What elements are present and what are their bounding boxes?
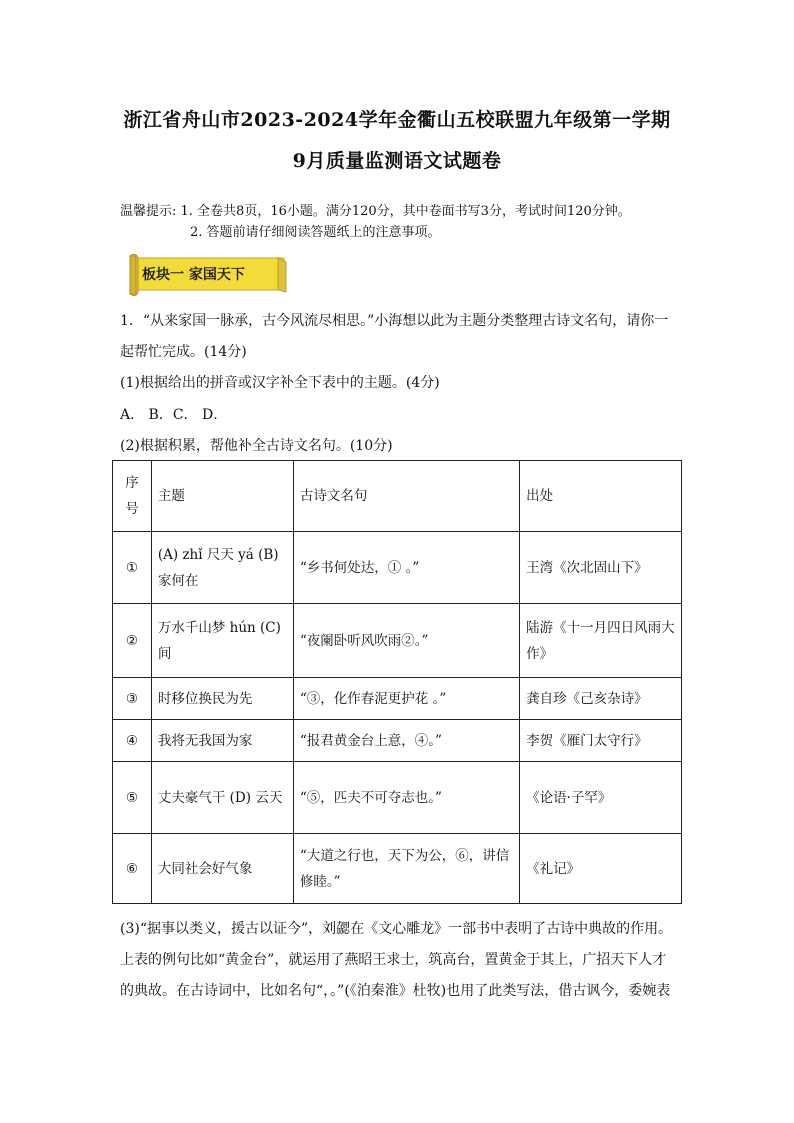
row-no: ④ xyxy=(113,720,152,762)
question1-part2: (2)根据积累，帮他补全古诗文名句。(10分) xyxy=(120,438,393,454)
section-label: 板块一 家国天下 xyxy=(142,267,245,283)
tip-line1: 温馨提示: 1. 全卷共8页，16小题。满分120分，其中卷面书写3分，考试时间120分钟。 xyxy=(120,204,631,219)
row-source: 王湾《次北固山下》 xyxy=(520,532,682,604)
row-no: ⑤ xyxy=(113,762,152,834)
header-poem: 古诗文名句 xyxy=(293,461,519,532)
row-source: 《礼记》 xyxy=(520,834,682,904)
row-theme: 大同社会好气象 xyxy=(151,834,293,904)
table-header-row xyxy=(113,461,682,532)
row-source: 李贺《雁门太守行》 xyxy=(520,720,682,762)
header-theme: 主题 xyxy=(151,461,293,532)
question1-part3: (3)“据事以类义，援古以证今”，刘勰在《文心雕龙》一部书中表明了古诗中典故的作用。上表的例句比如“黄金台”，就运用了燕昭王求士，筑高台，置黄金于其上，广招天下人才的典故。在古诗词中，比如名句“，。”(《泊秦淮》杜牧)也用了此类写法，借古讽今，委婉表 xyxy=(120,921,673,999)
table-row xyxy=(113,604,682,678)
table-row xyxy=(113,720,682,762)
row-no: ① xyxy=(113,532,152,604)
row-source: 龚自珍《己亥杂诗》 xyxy=(520,678,682,720)
row-poem: “③，化作春泥更护花 。” xyxy=(293,678,519,720)
table-row xyxy=(113,762,682,834)
row-theme: 我将无我国为家 xyxy=(151,720,293,762)
poem-table xyxy=(112,460,682,904)
row-poem: “⑤，匹夫不可夺志也。” xyxy=(293,762,519,834)
table-row xyxy=(113,532,682,604)
row-theme: 万水千山梦 hún (C) 间 xyxy=(151,604,293,678)
table-row xyxy=(113,834,682,904)
row-source: 《论语·子罕》 xyxy=(520,762,682,834)
table-row xyxy=(113,678,682,720)
row-source: 陆游《十一月四日风雨大作》 xyxy=(520,604,682,678)
row-theme: 时移位换民为先 xyxy=(151,678,293,720)
tip-line2: 2. 答题前请仔细阅读答题纸上的注意事项。 xyxy=(190,225,441,240)
row-poem: “报君黄金台上意，④。” xyxy=(293,720,519,762)
section-banner xyxy=(128,252,288,298)
row-poem: “大道之行也，天下为公，⑥，讲信修睦。” xyxy=(293,834,519,904)
exam-title-line2: 9月质量监测语文试题卷 xyxy=(292,150,502,172)
row-no: ② xyxy=(113,604,152,678)
row-poem: “乡书何处达，① 。” xyxy=(293,532,519,604)
row-poem: “夜阑卧听风吹雨②。” xyxy=(293,604,519,678)
question1-stem: 1．“从来家国一脉承，古今风流尽相思。”小海想以此为主题分类整理古诗文名句，请你一起帮忙完成。(14分) xyxy=(120,313,669,360)
row-no: ③ xyxy=(113,678,152,720)
exam-title-line1: 浙江省舟山市2023-2024学年金衢山五校联盟九年级第一学期 xyxy=(123,109,671,131)
question1-part1: (1)根据给出的拼音或汉字补全下表中的主题。(4分) xyxy=(120,375,440,391)
row-theme: (A) zhǐ 尺天 yá (B) 家何在 xyxy=(151,532,293,604)
row-no: ⑥ xyxy=(113,834,152,904)
row-theme: 丈夫豪气干 (D) 云天 xyxy=(151,762,293,834)
answer-options: A． B．C． D． xyxy=(120,407,228,423)
header-source: 出处 xyxy=(520,461,682,532)
header-no: 序号 xyxy=(113,461,152,532)
